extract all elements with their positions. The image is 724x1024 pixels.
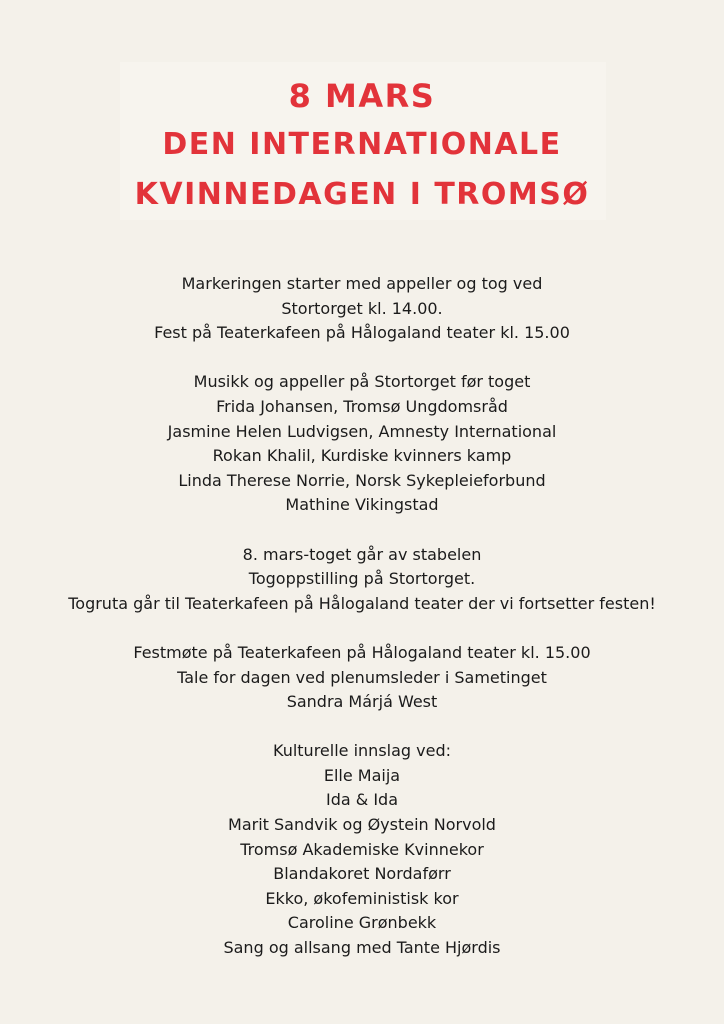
- text-line: Markeringen starter med appeller og tog ved: [181, 274, 543, 293]
- festival-meeting-block: [40, 641, 684, 715]
- text-line: Marit Sandvik og Øystein Norvold: [228, 815, 496, 835]
- appeals-block: [40, 370, 684, 518]
- text-line: Mathine Vikingstad: [285, 495, 439, 515]
- title-line-3: KVINNEDAGEN I TROMSØ: [134, 177, 590, 212]
- text-line: Caroline Grønbekk: [287, 913, 437, 933]
- text-line: Rokan Khalil, Kurdiske kvinners kamp: [212, 446, 512, 466]
- text-line: Togruta går til Teaterkafeen på Hålogaland teater der vi fortsetter festen!: [68, 593, 656, 613]
- text-line: Ekko, økofeministisk kor: [265, 888, 459, 908]
- text-line: Sandra Márjá West: [286, 692, 438, 712]
- title-line-1: 8 MARS: [288, 77, 436, 115]
- text-line: Linda Therese Norrie, Norsk Sykepleieforbund: [178, 470, 546, 490]
- text-line: Tale for dagen ved plenumsleder i Sametinget: [177, 667, 547, 687]
- text-line: Elle Maija: [323, 765, 401, 785]
- text-line: Jasmine Helen Ludvigsen, Amnesty International: [167, 421, 557, 441]
- text-line: Sang og allsang med Tante Hjørdis: [223, 938, 501, 958]
- intro-block: [40, 272, 684, 346]
- parade-block: [40, 543, 684, 617]
- text-line: Festmøte på Teaterkafeen på Hålogaland teater kl. 15.00: [133, 642, 591, 662]
- text-line: Ida & Ida: [325, 790, 398, 810]
- text-line: Togoppstilling på Stortorget.: [248, 569, 476, 589]
- text-line: Stortorget kl. 14.00.: [281, 298, 443, 318]
- cultural-block: [40, 739, 684, 960]
- text-line: Musikk og appeller på Stortorget før toget: [193, 372, 531, 392]
- title-line-2: DEN INTERNATIONALE: [162, 127, 562, 162]
- text-line: Kulturelle innslag ved:: [273, 741, 451, 761]
- text-line: Blandakoret Nordaførr: [273, 864, 451, 884]
- text-line: Fest på Teaterkafeen på Hålogaland teater kl. 15.00: [154, 323, 570, 343]
- text-line: Tromsø Akademiske Kvinnekor: [240, 839, 484, 859]
- event-program: [40, 272, 684, 961]
- text-line: 8. mars-toget går av stabelen: [242, 544, 482, 564]
- text-line: Frida Johansen, Tromsø Ungdomsråd: [216, 396, 508, 416]
